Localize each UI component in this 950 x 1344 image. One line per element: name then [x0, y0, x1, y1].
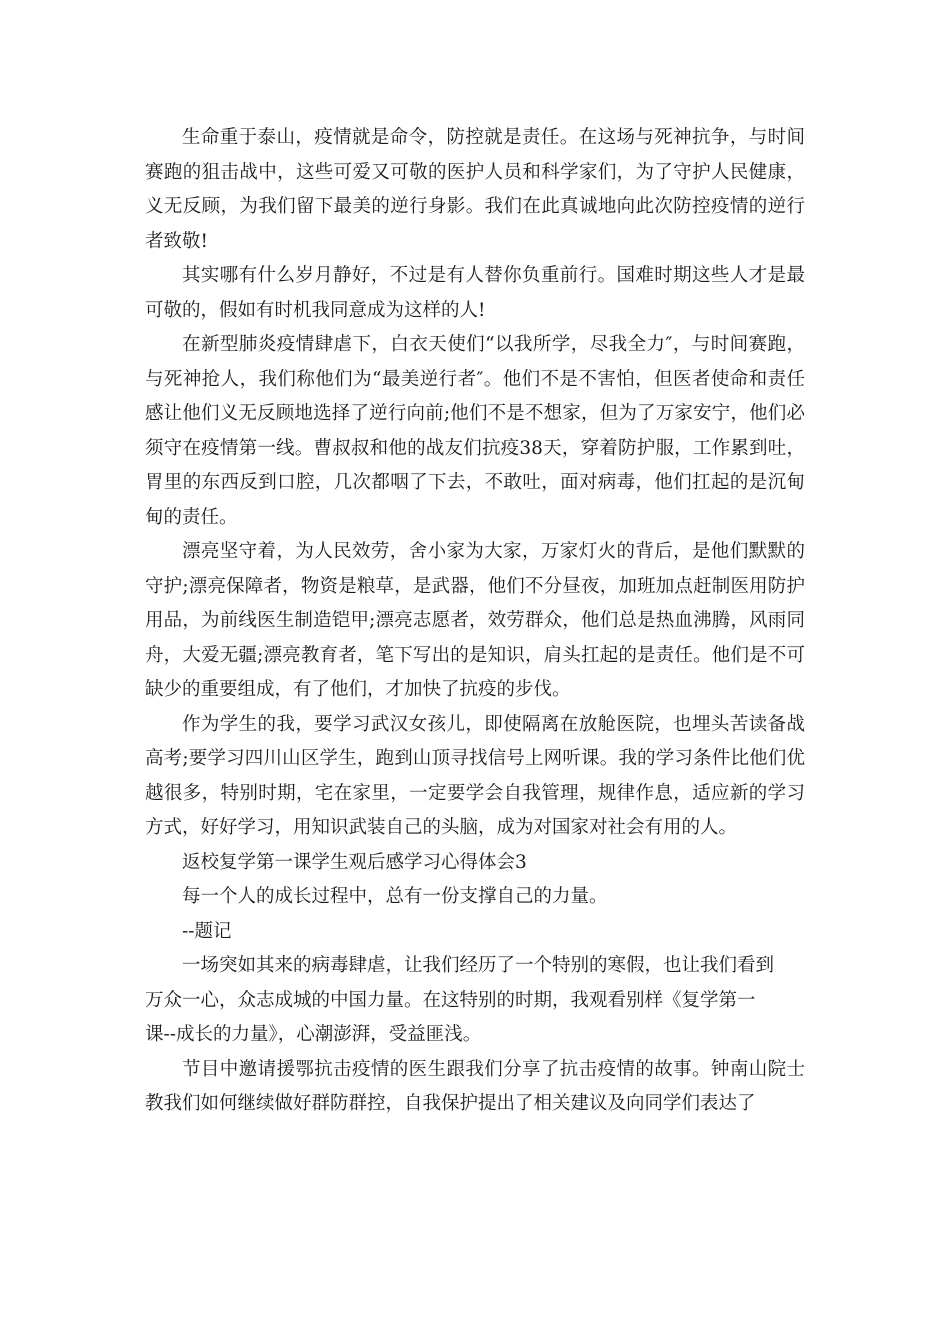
paragraph-2: 其实哪有什么岁月静好，不过是有人替你负重前行。国难时期这些人才是最可敬的，假如有时机我同意成为这样的人! [145, 265, 805, 321]
paragraph-3: 在新型肺炎疫情肆虐下，白衣天使们“以我所学，尽我全力″，与时间赛跑，与死神抢人，我们称他们为“最美逆行者″。他们不是不害怕，但医者使命和责任感让他们义无反顾地选择了逆行向前;他们不是不想家，但为了万家安宁，他们必须守在疫情第一线。曹叔叔和他的战友们抗疫38天，穿着防护服，工作累到吐，胃里的东西反到口腔，几次都咽了下去，不敢吐，面对病毒，他们扛起的是沉甸甸的责任。 [145, 334, 805, 528]
document-body [145, 121, 805, 1122]
paragraph-1: 生命重于泰山，疫情就是命令，防控就是责任。在这场与死神抗争，与时间赛跑的狙击战中，这些可爱又可敬的医护人员和科学家们，为了守护人民健康，义无反顾，为我们留下最美的逆行身影。我们在此真诚地向此次防控疫情的逆行者致敬! [145, 127, 805, 252]
paragraph-6-line-2: 万众一心，众志成城的中国力量。在这特别的时期，我观看别样《复学第一 [145, 989, 756, 1011]
paragraph-4: 漂亮坚守着，为人民效劳，舍小家为大家，万家灯火的背后，是他们默默的守护;漂亮保障者，物资是粮草，是武器，他们不分昼夜，加班加点赶制医用防护用品，为前线医生制造铠甲;漂亮志愿者，效劳群众，他们总是热血沸腾，风雨同舟，大爱无疆;漂亮教育者，笔下写出的是知识，肩头扛起的是责任。他们是不可缺少的重要组成，有了他们，才加快了抗疫的步伐。 [145, 541, 805, 700]
epigraph-source: --题记 [182, 920, 232, 942]
section-title: 返校复学第一课学生观后感学习心得体会3 [182, 851, 527, 873]
paragraph-7: 节目中邀请援鄂抗击疫情的医生跟我们分享了抗击疫情的故事。钟南山院士教我们如何继续做好群防群控，自我保护提出了相关建议及向同学们表达了 [145, 1058, 805, 1114]
paragraph-6-line-3: 课--成长的力量》，心潮澎湃，受益匪浅。 [145, 1024, 482, 1045]
paragraph-6-line-1: 一场突如其来的病毒肆虐，让我们经历了一个特别的寒假，也让我们看到 [182, 955, 775, 976]
paragraph-5: 作为学生的我，要学习武汉女孩儿，即使隔离在放舱医院，也埋头苦读备战高考;要学习四川山区学生，跑到山顶寻找信号上网听课。我的学习条件比他们优越很多，特别时期，宅在家里，一定要学会自我管理，规律作息，适应新的学习方式，好好学习，用知识武装自己的头脑，成为对国家对社会有用的人。 [145, 713, 805, 838]
epigraph: 每一个人的成长过程中，总有一份支撑自己的力量。 [182, 886, 608, 907]
